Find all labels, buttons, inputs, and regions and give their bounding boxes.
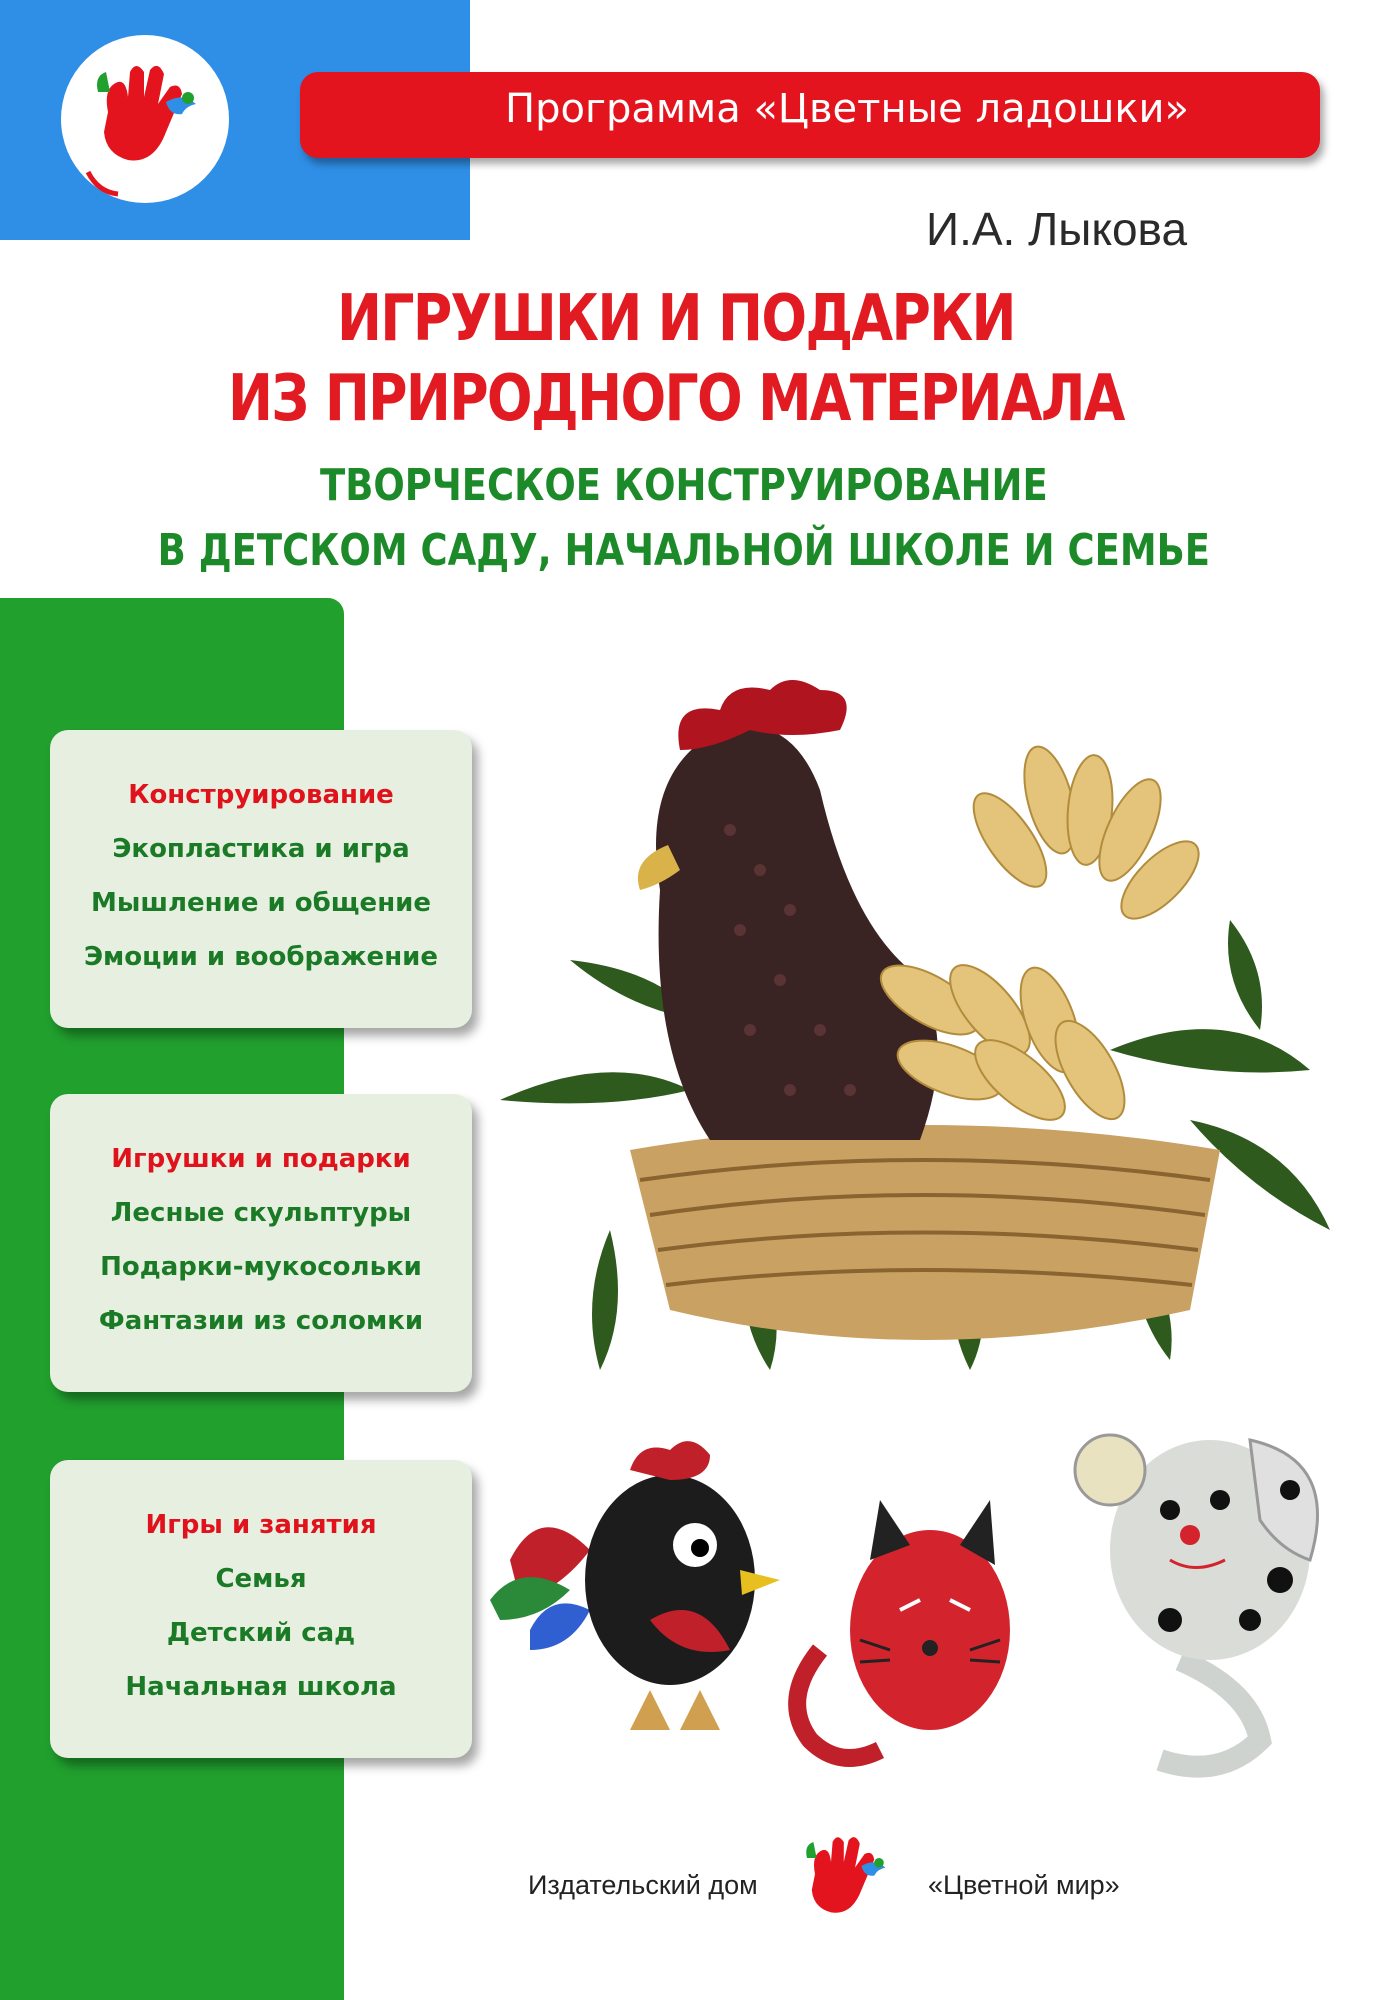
title-line-2: ИЗ ПРИРОДНОГО МАТЕРИАЛА [227, 362, 1124, 436]
subtitle-line-1: ТВОРЧЕСКОЕ КОНСТРУИРОВАНИЕ [320, 460, 1048, 511]
author-name: И.А. Лыкова [926, 203, 1188, 255]
box-item: Детский сад [166, 1618, 356, 1648]
subtitle-line-2: В ДЕТСКОМ САДУ, НАЧАЛЬНОЙ ШКОЛЕ И СЕМЬЕ [157, 525, 1211, 576]
box-heading: Конструирование [128, 780, 394, 810]
series-banner-text: Программа «Цветные ладошки» [505, 86, 1189, 132]
box-heading: Игрушки и подарки [111, 1144, 411, 1174]
box-heading: Игры и занятия [145, 1510, 377, 1540]
egg-toys-illustration [480, 1400, 1360, 1790]
publisher-right-text: «Цветной мир» [928, 1870, 1120, 1900]
box-item: Фантазии из соломки [98, 1306, 424, 1336]
topic-box-games-lessons [50, 1460, 472, 1758]
box-item: Семья [215, 1564, 307, 1594]
box-item: Эмоции и воображение [83, 942, 439, 972]
title-line-1: ИГРУШКИ И ПОДАРКИ [336, 282, 1015, 356]
box-item: Начальная школа [125, 1672, 397, 1702]
box-item: Подарки-мукосольки [100, 1252, 422, 1282]
box-item: Мышление и общение [90, 888, 432, 918]
colored-palms-logo-bottom [775, 1810, 915, 1950]
colored-palms-logo [58, 32, 233, 207]
topic-box-toys-gifts [50, 1094, 472, 1392]
publisher-left-text: Издательский дом [528, 1870, 758, 1900]
topic-box-construction [50, 730, 472, 1028]
rooster-egg [490, 1441, 780, 1730]
cat-egg [797, 1500, 1010, 1758]
mouse-egg [1075, 1435, 1318, 1767]
box-item: Лесные скульптуры [110, 1198, 412, 1228]
hen-basket-illustration [490, 670, 1340, 1390]
box-item: Экопластика и игра [112, 834, 410, 864]
